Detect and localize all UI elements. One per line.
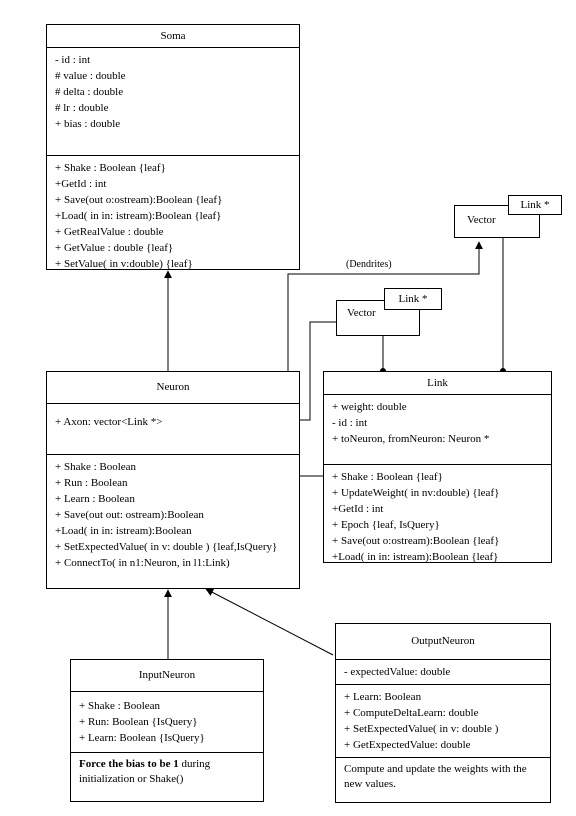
attribute: # delta : double: [55, 86, 124, 98]
neuron-class-name: Neuron: [47, 372, 299, 404]
vector-mid-name: Vector: [347, 307, 376, 319]
operation: + Run : Boolean: [55, 477, 128, 489]
attribute: - expectedValue: double: [344, 666, 451, 678]
note-text: during initialization or Shake(): [79, 758, 211, 785]
dendrites-label: (Dendrites): [346, 259, 392, 270]
outputneuron-attributes: [336, 660, 550, 685]
note-emphasis: Force the bias to be 1: [79, 758, 179, 770]
outputneuron-note: Compute and update the weights with the new values.: [344, 763, 527, 790]
operation: + GetValue : double {leaf}: [55, 242, 174, 254]
link-attributes: [324, 395, 551, 465]
inputneuron-class-name: InputNeuron: [71, 660, 263, 692]
operation: + SetExpectedValue( in v: double ): [344, 723, 499, 735]
generalization-outputneuron-neuron: [206, 589, 333, 655]
outputneuron-class[interactable]: [335, 623, 551, 803]
operation: + Learn: Boolean: [344, 691, 422, 703]
attribute: + weight: double: [332, 401, 407, 413]
operation: + Save(out o:ostream):Boolean {leaf}: [332, 535, 500, 547]
attribute: # lr : double: [55, 102, 109, 114]
soma-operations: [47, 156, 299, 276]
attribute: + toNeuron, fromNeuron: Neuron *: [332, 433, 490, 445]
outputneuron-operations: [336, 685, 550, 758]
operation: + Shake : Boolean: [79, 700, 161, 712]
link-class-name: Link: [324, 372, 551, 395]
operation: + GetExpectedValue: double: [344, 739, 471, 751]
vector-mid-param-label: Link *: [398, 293, 428, 305]
inputneuron-note: [71, 753, 263, 791]
link-class[interactable]: [323, 371, 552, 563]
operation: +Load( in in: istream):Boolean {leaf}: [55, 210, 222, 222]
operation: + SetValue( in v:double) {leaf}: [55, 258, 193, 270]
inputneuron-class[interactable]: [70, 659, 264, 802]
attribute: - id : int: [55, 54, 91, 66]
vector-top-param-label: Link *: [520, 199, 550, 211]
neuron-attributes: [47, 404, 299, 455]
inputneuron-operations: [71, 692, 263, 753]
vector-top-name: Vector: [467, 214, 496, 226]
soma-class[interactable]: [46, 24, 300, 270]
operation: + ComputeDeltaLearn: double: [344, 707, 479, 719]
soma-attributes: [47, 48, 299, 156]
operation: + Shake : Boolean {leaf}: [332, 471, 443, 483]
neuron-operations: [47, 455, 299, 575]
attribute: # value : double: [55, 70, 126, 82]
operation: + SetExpectedValue( in v: double ) {leaf,IsQuery}: [55, 541, 278, 553]
operation: + Learn: Boolean {IsQuery}: [79, 732, 205, 744]
vector-mid-param: [384, 288, 442, 310]
attribute: - id : int: [332, 417, 368, 429]
operation: +Load( in in: istream):Boolean: [55, 525, 192, 537]
soma-class-name: Soma: [47, 25, 299, 48]
neuron-class[interactable]: [46, 371, 300, 589]
operation: + Learn : Boolean: [55, 493, 135, 505]
operation: + Save(out out: ostream):Boolean: [55, 509, 204, 521]
attribute: + Axon: vector<Link *>: [55, 416, 163, 428]
operation: + Epoch {leaf, IsQuery}: [332, 519, 440, 531]
operation: + Save(out o:ostream):Boolean {leaf}: [55, 194, 223, 206]
operation: +GetId : int: [332, 503, 384, 515]
outputneuron-class-name: OutputNeuron: [336, 624, 550, 660]
operation: + Shake : Boolean {leaf}: [55, 162, 166, 174]
operation: + Shake : Boolean: [55, 461, 137, 473]
operation: +Load( in in: istream):Boolean {leaf}: [332, 551, 499, 563]
operation: + UpdateWeight( in nv:double) {leaf}: [332, 487, 500, 499]
link-operations: [324, 465, 551, 569]
operation: +GetId : int: [55, 178, 107, 190]
operation: + ConnectTo( in n1:Neuron, in l1:Link): [55, 557, 230, 569]
attribute: + bias : double: [55, 118, 121, 130]
operation: + Run: Boolean {IsQuery}: [79, 716, 198, 728]
operation: + GetRealValue : double: [55, 226, 164, 238]
vector-top-param: [508, 195, 562, 215]
